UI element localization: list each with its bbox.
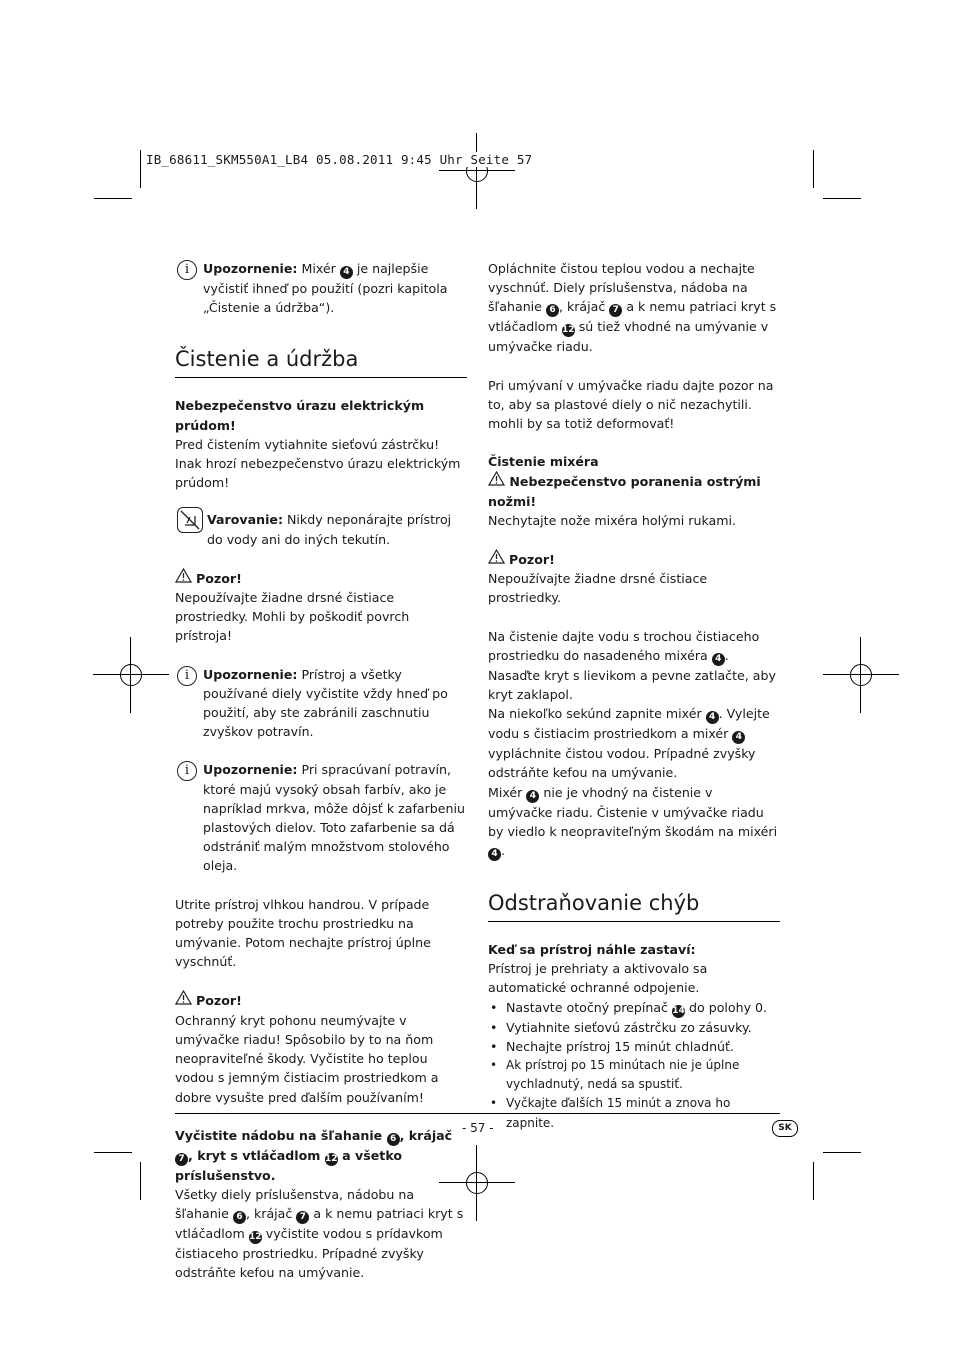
crop-mark <box>94 1152 132 1153</box>
warning-triangle-icon <box>488 549 505 564</box>
caution-text: Nepoužívajte žiadne drsné čistiace prostriedky. <box>488 571 708 606</box>
circled-number-icon: 6 <box>546 304 559 317</box>
info-icon: i <box>177 761 197 781</box>
list-item: • Vytiahnite sieťovú zástrčku zo zásuvky. <box>488 1018 780 1037</box>
note-block: i Upozornenie: Prístroj a všetky používané diely vyčistite vždy hneď po použití, aby ste zabránili zaschnutiu zvyškov potravín. <box>175 665 467 742</box>
section-heading: Odstraňovanie chýb <box>488 891 700 916</box>
caution-text: Nepoužívajte žiadne drsné čistiace prostriedky. Mohli by poškodiť povrch prístroja! <box>175 590 410 644</box>
warning-label: Varovanie: <box>207 512 283 528</box>
mixer-danger-text: Nechytajte nože mixéra holými rukami. <box>488 512 737 528</box>
circled-number-icon: 12 <box>561 325 575 336</box>
circled-number-icon: 14 <box>672 1005 685 1016</box>
crop-mark <box>823 1152 861 1153</box>
page-number: - 57 - <box>462 1121 494 1135</box>
list-item: • Nastavte otočný prepínač 14 do polohy 0. <box>488 998 780 1018</box>
print-slug: IB_68611_SKM550A1_LB4 05.08.2011 9:45 Uhr Seite 57 <box>146 152 533 167</box>
circled-number-icon: 4 <box>706 711 719 724</box>
caution-title: Pozor! <box>488 549 780 569</box>
registration-mark-left <box>93 637 169 713</box>
circled-number-icon: 7 <box>296 1211 309 1224</box>
registration-mark-top <box>439 133 515 209</box>
clean-text: Všetky diely príslušenstva, nádobu na šľahanie 6 , krájač 7 a k nemu patriaci kryt s vtláčadlom 12 vyčistite vodou s prídavkom čistiaceho prostriedku. Prípadné zvyšky odstráňte kefou na umývanie. <box>175 1186 464 1281</box>
danger-text: Pred čistením vytiahnite sieťovú zástrčku! Inak hrozí nebezpečenstvo úrazu elektrickým prúdom! <box>175 436 461 491</box>
crop-mark <box>813 150 814 188</box>
section-heading: Čistenie a údržba <box>175 347 359 372</box>
warning-triangle-icon <box>175 568 192 583</box>
note-block: i Upozornenie: Pri spracúvaní potravín, ktoré majú vysoký obsah farbív, ako je napríklad mrkva, môže dôjsť k zafarbeniu plastových dielov. Toto zafarbenie sa dá odstrániť malým množstvom stolového oleja. <box>175 760 467 875</box>
circled-number-icon: 7 <box>609 304 622 317</box>
clean-title: Vyčistite nádobu na šľahanie 6 , krájač 7 , kryt s vtláčadlom 12 a všetko príslušenstvo. <box>175 1127 453 1183</box>
left-column <box>175 259 467 1283</box>
crop-mark <box>140 1162 141 1200</box>
circled-number-icon: 4 <box>712 653 725 666</box>
crop-mark <box>813 1162 814 1200</box>
warning-block: Varovanie: Nikdy neponárajte prístroj do vody ani do iných tekutín. <box>175 510 467 548</box>
list-item: • Vyčkajte ďalších 15 minút a znova ho zapnite. <box>488 1094 780 1132</box>
danger-title: Nebezpečenstvo úrazu elektrickým prúdom! <box>175 398 425 433</box>
circled-number-icon: 12 <box>248 1232 262 1243</box>
rinse-text: Opláchnite čistou teplou vodou a nechajte vyschnúť. Diely príslušenstva, nádoba na šľahanie 6 , krájač 7 a k nemu patriaci kryt s vtláčadlom 12 sú tiež vhodné na umývanie v umývačke riadu. <box>488 261 777 355</box>
wipe-text: Utrite prístroj vlhkou handrou. V prípade potreby použite trochu prostriedku na umývanie. Potom nechajte prístroj úplne vyschnúť. <box>175 896 431 970</box>
info-icon: i <box>177 666 197 686</box>
sudden-stop-text: Prístroj je prehriaty a aktivovalo sa automatické ochranné odpojenie. <box>488 961 708 996</box>
circled-number-icon: 12 <box>325 1153 338 1164</box>
crop-mark <box>140 150 141 188</box>
no-immerse-icon <box>177 507 203 533</box>
note-label: Upozornenie: <box>203 261 298 276</box>
info-icon: i <box>177 260 197 280</box>
warning-triangle-icon <box>175 990 192 1005</box>
crop-mark <box>823 198 861 199</box>
list-item: • Ak prístroj po 15 minútach nie je úplne vychladnutý, nedá sa spustiť. <box>488 1056 780 1094</box>
mixer-danger-title: Nebezpečenstvo poranenia ostrými nožmi! <box>488 471 780 510</box>
mixer-clean-title: Čistenie mixéra <box>488 454 599 470</box>
circled-number-icon: 6 <box>387 1133 400 1146</box>
crop-mark <box>94 198 132 199</box>
note-block: i Upozornenie: Mixér 4 je najlepšie vyčistiť ihneď po použití (pozri kapitola „Čistenie a údržba“). <box>175 259 467 317</box>
registration-mark-right <box>823 637 899 713</box>
dishwasher-text: Pri umývaní v umývačke riadu dajte pozor na to, aby sa plastové diely o nič nezachytili. mohli by sa totiž deformovať! <box>488 377 774 432</box>
sudden-stop-title: Keď sa prístroj náhle zastaví: <box>488 942 696 958</box>
caution-text: Ochranný kryt pohonu neumývajte v umývačke riadu! Spôsobilo by to na ňom neopraviteľné škody. Vyčistite ho teplou vodou s jemným čistiacim prostriedkom a dobre vysušte pred ďalším používaním! <box>175 1012 439 1105</box>
circled-number-icon: 6 <box>233 1211 246 1224</box>
warning-triangle-icon <box>488 471 505 486</box>
footer-divider <box>175 1113 780 1114</box>
circled-number-icon: 4 <box>340 266 353 279</box>
caution-title: Pozor! <box>175 990 467 1010</box>
mixer-clean-steps: Na čistenie dajte vodu s trochou čistiaceho prostriedku do nasadeného mixéra 4 . Nasaďte kryt s lievikom a pevne zatlačte, aby kryt zaklapol. Na niekoľko sekúnd zapnite mixér 4 . Vylejte vodu s čistiacim prostriedkom a mixér 4 vypláchnite čistou vodou. Prípadné zvyšky odstráňte kefou na umývanie. Mixér 4 nie je vhodný na čistenie v umývačke riadu. Čistenie v umývačke riadu by viedlo k neopraviteľným škodám na mixéri 4 . <box>488 628 778 860</box>
right-column <box>488 259 780 1133</box>
list-item: • Nechajte prístroj 15 minút chladnúť. <box>488 1037 780 1056</box>
circled-number-icon: 4 <box>732 731 745 744</box>
caution-title: Pozor! <box>175 568 467 588</box>
language-badge: SK <box>772 1120 798 1137</box>
circled-number-icon: 4 <box>526 790 539 803</box>
circled-number-icon: 4 <box>488 848 501 861</box>
circled-number-icon: 7 <box>175 1153 188 1166</box>
